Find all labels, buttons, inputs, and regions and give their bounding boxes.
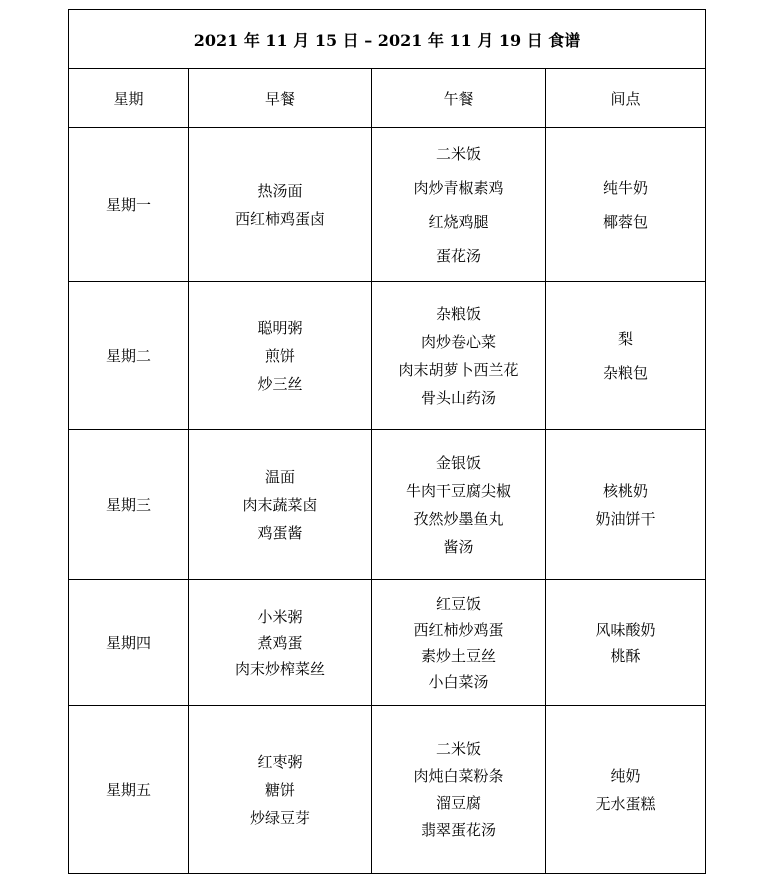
snack-cell — [546, 282, 706, 430]
breakfast-item: 小米粥 — [257, 607, 303, 626]
lunch-cell — [372, 128, 546, 282]
lunch-item: 肉炒青椒素鸡 — [413, 178, 504, 197]
lunch-item: 二米饭 — [435, 739, 481, 758]
breakfast-item: 鸡蛋酱 — [257, 523, 303, 542]
snack-item: 无水蛋糕 — [595, 794, 656, 813]
lunch-item: 肉末胡萝卜西兰花 — [398, 360, 519, 379]
lunch-item: 骨头山药汤 — [420, 388, 496, 407]
snack-cell — [546, 706, 706, 874]
header-lunch: 午餐 — [372, 69, 546, 128]
title-row — [69, 10, 706, 69]
snack-cell — [546, 580, 706, 706]
breakfast-item: 炒绿豆芽 — [249, 808, 310, 827]
menu-table — [68, 9, 706, 874]
breakfast-item: 红枣粥 — [257, 752, 303, 771]
breakfast-item: 糖饼 — [264, 780, 295, 799]
snack-item: 椰蓉包 — [603, 212, 649, 231]
header-row — [69, 69, 706, 128]
weekday-cell: 星期二 — [69, 282, 189, 430]
snack-item: 桃酥 — [610, 646, 641, 665]
breakfast-cell — [189, 430, 372, 580]
snack-cell — [546, 430, 706, 580]
lunch-item: 杂粮饭 — [435, 304, 481, 323]
breakfast-item: 煮鸡蛋 — [257, 633, 303, 652]
lunch-cell — [372, 282, 546, 430]
menu-title: 2021 年 11 月 15 日 – 2021 年 11 月 19 日 食谱 — [69, 10, 706, 69]
lunch-item: 肉炖白菜粉条 — [413, 766, 504, 785]
snack-item: 核桃奶 — [603, 481, 649, 500]
lunch-item: 翡翠蛋花汤 — [420, 820, 496, 839]
snack-item: 梨 — [618, 329, 634, 348]
lunch-item: 红烧鸡腿 — [428, 212, 489, 231]
breakfast-item: 肉末炒榨菜丝 — [234, 659, 325, 678]
snack-item: 杂粮包 — [603, 363, 649, 382]
lunch-item: 素炒土豆丝 — [420, 646, 496, 665]
weekday-cell: 星期三 — [69, 430, 189, 580]
lunch-item: 酱汤 — [443, 537, 474, 556]
weekday-cell: 星期一 — [69, 128, 189, 282]
snack-item: 纯奶 — [610, 766, 641, 785]
snack-item: 奶油饼干 — [595, 509, 656, 528]
breakfast-cell — [189, 128, 372, 282]
breakfast-cell — [189, 706, 372, 874]
lunch-item: 溜豆腐 — [435, 793, 481, 812]
breakfast-cell — [189, 580, 372, 706]
header-breakfast: 早餐 — [189, 69, 372, 128]
lunch-item: 蛋花汤 — [435, 246, 481, 265]
table-row — [69, 580, 706, 706]
table-row — [69, 430, 706, 580]
snack-item: 风味酸奶 — [595, 620, 656, 639]
table-row — [69, 282, 706, 430]
lunch-cell — [372, 580, 546, 706]
breakfast-item: 肉末蔬菜卤 — [242, 495, 318, 514]
table-row — [69, 128, 706, 282]
lunch-item: 小白菜汤 — [428, 672, 489, 691]
menu-body — [69, 128, 706, 874]
snack-cell — [546, 128, 706, 282]
lunch-item: 肉炒卷心菜 — [420, 332, 496, 351]
lunch-item: 金银饭 — [435, 453, 481, 472]
lunch-item: 西红柿炒鸡蛋 — [413, 620, 504, 639]
lunch-item: 二米饭 — [435, 144, 481, 163]
breakfast-item: 炒三丝 — [257, 374, 303, 393]
weekday-cell: 星期五 — [69, 706, 189, 874]
lunch-item: 红豆饭 — [435, 594, 481, 613]
lunch-cell — [372, 706, 546, 874]
lunch-item: 孜然炒墨鱼丸 — [413, 509, 504, 528]
breakfast-item: 热汤面 — [257, 181, 303, 200]
lunch-item: 牛肉干豆腐尖椒 — [405, 481, 511, 500]
header-snack: 间点 — [546, 69, 706, 128]
breakfast-item: 西红柿鸡蛋卤 — [234, 209, 325, 228]
header-weekday: 星期 — [69, 69, 189, 128]
breakfast-item: 煎饼 — [264, 346, 295, 365]
snack-item: 纯牛奶 — [603, 178, 649, 197]
breakfast-item: 聪明粥 — [257, 318, 303, 337]
table-row — [69, 706, 706, 874]
weekday-cell: 星期四 — [69, 580, 189, 706]
breakfast-cell — [189, 282, 372, 430]
lunch-cell — [372, 430, 546, 580]
breakfast-item: 温面 — [264, 467, 295, 486]
